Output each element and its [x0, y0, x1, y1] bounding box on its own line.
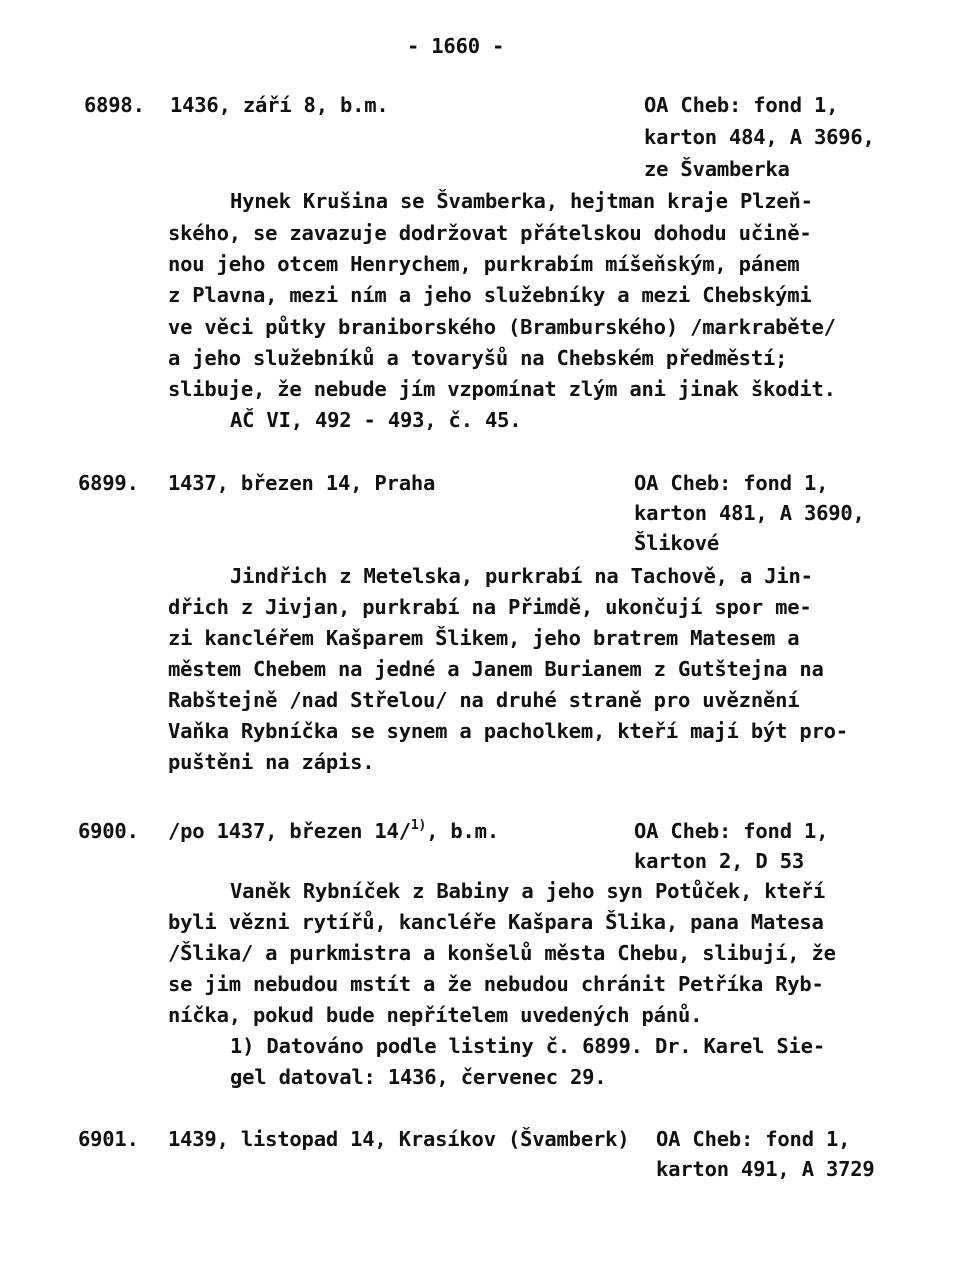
entry-number: 6898.	[84, 93, 145, 117]
regest-line: z Plavna, mezi ním a jeho služebníky a mezi Chebskými	[168, 283, 812, 307]
regest-line: Jindřich z Metelska, purkrabí na Tachově, a Jin-	[230, 564, 813, 588]
archive-ref-line: karton 484, A 3696,	[644, 125, 875, 149]
regest-line: /Šlika/ a purkmistra a konšelů města Chebu, slibují, že	[168, 941, 836, 965]
archive-ref-line: karton 481, A 3690,	[634, 501, 865, 525]
archive-ref-line: OA Cheb: fond 1,	[644, 93, 839, 117]
regest-line: Hynek Krušina se Švamberka, hejtman kraje Plzeň-	[230, 189, 813, 213]
archive-ref-line: OA Cheb: fond 1,	[656, 1127, 851, 1151]
regest-line: Rabštejně /nad Střelou/ na druhé straně pro uvěznění	[168, 688, 800, 712]
entry-date-place: 1439, listopad 14, Krasíkov (Švamberk)	[168, 1127, 630, 1151]
footnote-line: gel datoval: 1436, červenec 29.	[230, 1065, 607, 1089]
regest-line: byli vězni rytířů, kancléře Kašpara Šlika, pana Matesa	[168, 910, 824, 934]
regest-line: se jim nebudou mstít a že nebudou chránit Petříka Ryb-	[168, 972, 824, 996]
date-place-text: /po 1437, březen 14/	[168, 819, 411, 843]
regest-line: Vaňka Rybníčka se synem a pacholkem, kteří mají být pro-	[168, 719, 848, 743]
edition-reference: AČ VI, 492 - 493, č. 45.	[230, 408, 522, 432]
archive-ref-line: Šlikové	[634, 531, 719, 555]
regest-line: Vaněk Rybníček z Babiny a jeho syn Potůček, kteří	[230, 879, 825, 903]
regest-line: ve věci půtky braniborského (Bramburského) /markraběte/	[168, 315, 836, 339]
regest-line: zi kancléřem Kašparem Šlikem, jeho bratrem Matesem a	[168, 626, 800, 650]
entry-number: 6901.	[78, 1127, 139, 1151]
regest-line: slibuje, že nebude jím vzpomínat zlým ani jinak škodit.	[168, 377, 836, 401]
entry-date-place: 1437, březen 14, Praha	[168, 471, 436, 495]
entry-number: 6900.	[78, 819, 139, 843]
footnote-line: 1) Datováno podle listiny č. 6899. Dr. Karel Sie-	[230, 1034, 825, 1058]
archive-ref-line: ze Švamberka	[644, 157, 790, 181]
regest-line: nou jeho otcem Henrychem, purkrabím míšeňským, pánem	[168, 252, 800, 276]
regest-line: a jeho služebníků a tovaryšů na Chebském předměstí;	[168, 346, 788, 370]
page-number: - 1660 -	[407, 34, 505, 58]
footnote-marker: 1)	[410, 818, 427, 833]
entry-number: 6899.	[78, 471, 139, 495]
regest-line: puštěni na zápis.	[168, 750, 375, 774]
entry-date-place	[168, 818, 499, 844]
regest-line: ského, se zavazuje dodržovat přátelskou dohodu učině-	[168, 221, 812, 245]
archive-ref-line: OA Cheb: fond 1,	[634, 471, 829, 495]
archive-ref-line: karton 491, A 3729	[656, 1157, 875, 1181]
place-text: , b.m.	[426, 819, 499, 843]
regest-line: níčka, pokud bude nepřítelem uvedených pánů.	[168, 1003, 703, 1027]
entry-date-place: 1436, září 8, b.m.	[170, 93, 389, 117]
regest-line: dřich z Jivjan, purkrabí na Přimdě, ukončují spor me-	[168, 595, 812, 619]
regest-line: městem Chebem na jedné a Janem Burianem z Gutštejna na	[168, 657, 824, 681]
archive-ref-line: OA Cheb: fond 1,	[634, 819, 829, 843]
archive-ref-line: karton 2, D 53	[634, 849, 804, 873]
